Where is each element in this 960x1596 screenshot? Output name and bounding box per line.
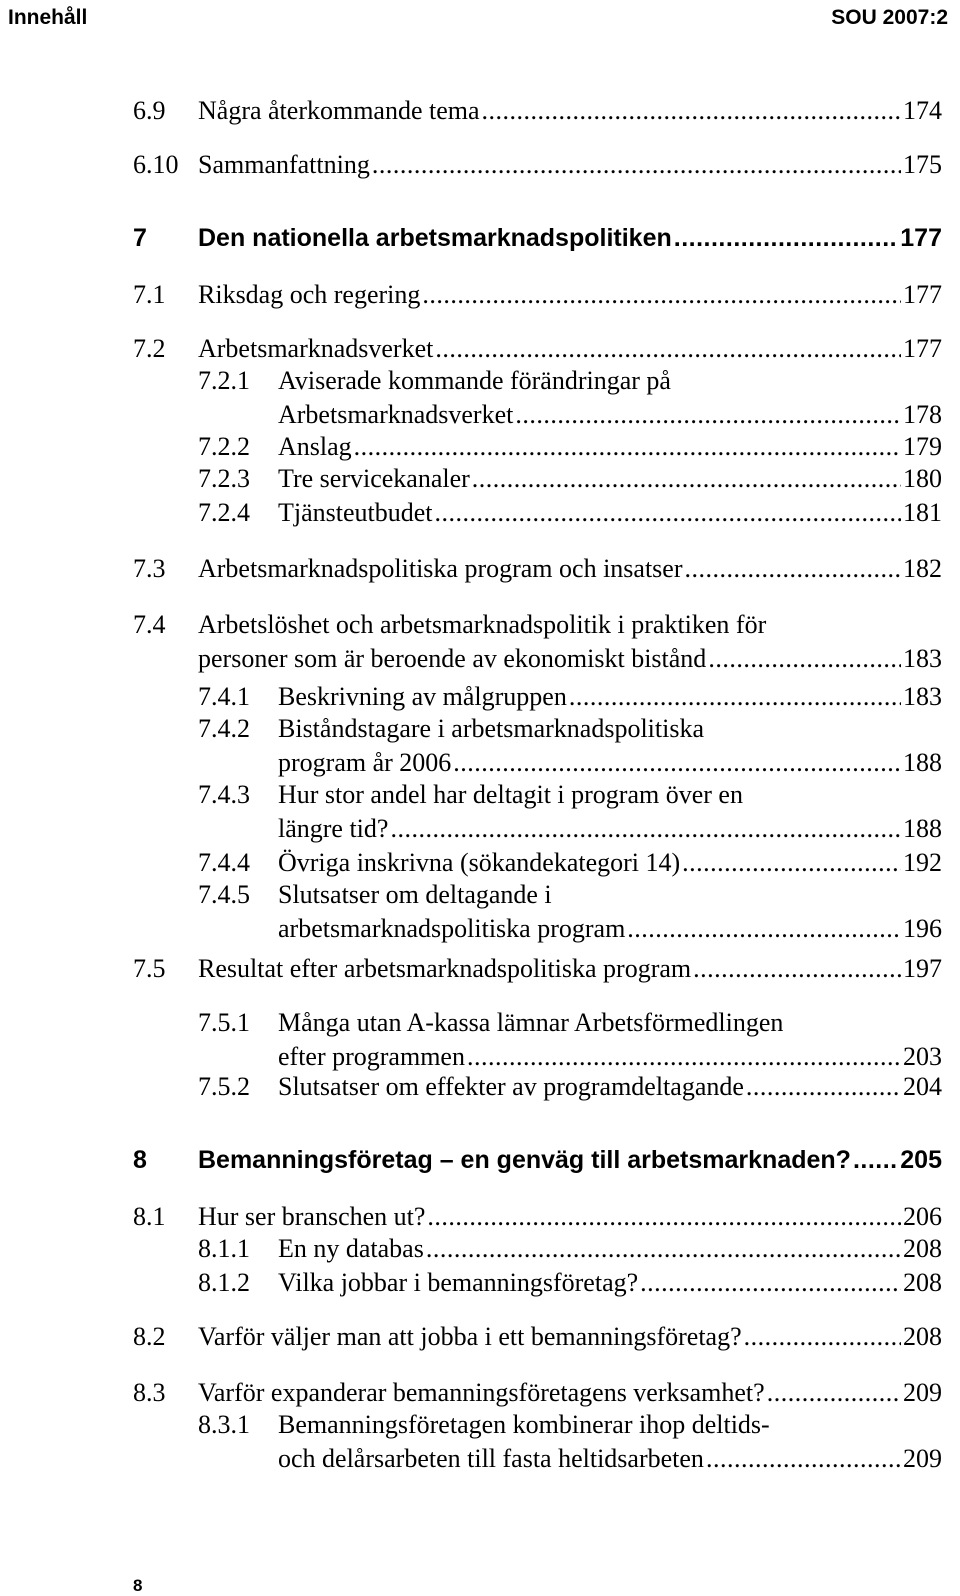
toc-entry[interactable] xyxy=(0,1148,942,1182)
toc-entry-number: 8.2 xyxy=(133,1322,166,1351)
toc-entry-page: 179 xyxy=(903,432,942,461)
toc-entry-number: 7.4.5 xyxy=(198,880,250,909)
toc-entry[interactable] xyxy=(0,716,942,784)
toc-entry[interactable] xyxy=(0,500,942,534)
toc-entry-number: 8.1 xyxy=(133,1202,166,1231)
toc-entry[interactable] xyxy=(0,1324,942,1358)
dot-leader xyxy=(427,1204,901,1230)
toc-entry[interactable] xyxy=(0,1074,942,1108)
toc-entry-page: 188 xyxy=(903,748,942,777)
toc-entry[interactable] xyxy=(0,336,942,370)
toc-entry[interactable] xyxy=(0,782,942,850)
toc-entry-number: 8.1.1 xyxy=(198,1234,250,1263)
dot-leader xyxy=(708,646,901,672)
toc-entry-title-line: Arbetsmarknadsverket xyxy=(198,334,434,363)
toc-entry-number: 7.1 xyxy=(133,280,166,309)
toc-entry-number: 7.4.3 xyxy=(198,780,250,809)
toc-entry[interactable] xyxy=(0,882,942,950)
dot-leader xyxy=(435,336,901,362)
toc-entry-page: 178 xyxy=(903,400,942,429)
toc-entry-page: 177 xyxy=(903,334,942,363)
toc-entry-title-line: Bemanningsföretag – en genväg till arbetsmarknaden? xyxy=(198,1146,851,1174)
dot-leader xyxy=(674,226,899,251)
toc-entry[interactable] xyxy=(0,282,942,316)
toc-entry[interactable] xyxy=(0,1412,942,1480)
toc-entry-title-line: Biståndstagare i arbetsmarknadspolitiska xyxy=(278,714,705,743)
dot-leader xyxy=(482,98,901,124)
toc-entry-title-line: Hur stor andel har deltagit i program över en xyxy=(278,780,743,809)
dot-leader xyxy=(744,1324,901,1350)
toc-entry-number: 8.3.1 xyxy=(198,1410,250,1439)
toc-entry-title-line: Tre servicekanaler xyxy=(278,464,470,493)
toc-entry-number: 7.5 xyxy=(133,954,166,983)
toc-entry-title-line: Sammanfattning xyxy=(198,150,370,179)
toc-entry-title-line: och delårsarbeten till fasta heltidsarbeten xyxy=(278,1444,704,1473)
toc-entry-page: 175 xyxy=(903,150,942,179)
toc-entry[interactable] xyxy=(0,1204,942,1238)
toc-entry-page: 206 xyxy=(903,1202,942,1231)
toc-entry-page: 180 xyxy=(903,464,942,493)
dot-leader xyxy=(746,1074,901,1100)
toc-entry-page: 177 xyxy=(900,224,942,252)
toc-entry-title-line: Resultat efter arbetsmarknadspolitiska program xyxy=(198,954,692,983)
toc-entry[interactable] xyxy=(0,556,942,590)
dot-leader xyxy=(640,1270,901,1296)
dot-leader xyxy=(453,750,901,776)
toc-entry[interactable] xyxy=(0,434,942,468)
toc-entry-title-line: Aviserade kommande förändringar på xyxy=(278,366,671,395)
toc-entry-number: 6.10 xyxy=(133,150,179,179)
toc-entry-number: 6.9 xyxy=(133,96,166,125)
toc-entry-page: 204 xyxy=(903,1072,942,1101)
toc-entry-title-line: personer som är beroende av ekonomiskt bistånd xyxy=(198,644,707,673)
toc-entry[interactable] xyxy=(0,1010,942,1078)
dot-leader xyxy=(685,556,902,582)
dot-leader xyxy=(706,1446,901,1472)
toc-entry-number: 7.4.1 xyxy=(198,682,250,711)
dot-leader xyxy=(422,282,901,308)
toc-entry-number: 7.2 xyxy=(133,334,166,363)
toc-entry-title-line: längre tid? xyxy=(278,814,389,843)
toc-entry[interactable] xyxy=(0,368,942,436)
toc-entry-page: 177 xyxy=(903,280,942,309)
dot-leader xyxy=(767,1380,901,1406)
toc-entry[interactable] xyxy=(0,1270,942,1304)
toc-entry-page: 183 xyxy=(903,644,942,673)
toc-entry-title-line: Arbetslöshet och arbetsmarknadspolitik i praktiken för xyxy=(198,610,767,639)
toc-entry-title-line: efter programmen xyxy=(278,1042,465,1071)
toc-entry-number: 7.2.4 xyxy=(198,498,250,527)
toc-entry-title-line: Varför expanderar bemanningsföretagens verksamhet? xyxy=(198,1378,765,1407)
dot-leader xyxy=(693,956,901,982)
toc-entry-page: 205 xyxy=(900,1146,942,1174)
toc-entry-page: 188 xyxy=(903,814,942,843)
dot-leader xyxy=(569,684,901,710)
toc-entry-page: 203 xyxy=(903,1042,942,1071)
toc-entry-number: 8.3 xyxy=(133,1378,166,1407)
toc-entry[interactable] xyxy=(0,1236,942,1270)
running-header-document-id: SOU 2007:2 xyxy=(831,6,948,29)
toc-entry-page: 181 xyxy=(903,498,942,527)
toc-entry-title-line: Vilka jobbar i bemanningsföretag? xyxy=(278,1268,639,1297)
dot-leader xyxy=(467,1044,901,1070)
toc-entry-page: 209 xyxy=(903,1378,942,1407)
toc-entry-title-line: Hur ser branschen ut? xyxy=(198,1202,426,1231)
toc-entry-page: 192 xyxy=(903,848,942,877)
toc-entry[interactable] xyxy=(0,1380,942,1414)
dot-leader xyxy=(515,402,901,428)
toc-entry-number: 7.4 xyxy=(133,610,166,639)
toc-entry-title-line: Den nationella arbetsmarknadspolitiken xyxy=(198,224,672,252)
toc-entry[interactable] xyxy=(0,226,942,260)
dot-leader xyxy=(372,152,901,178)
toc-entry[interactable] xyxy=(0,612,942,680)
toc-entry-page: 174 xyxy=(903,96,942,125)
toc-entry-title-line: Många utan A-kassa lämnar Arbetsförmedlingen xyxy=(278,1008,784,1037)
toc-entry-number: 7.2.1 xyxy=(198,366,250,395)
toc-entry-number: 7.4.4 xyxy=(198,848,250,877)
toc-entry-title-line: Tjänsteutbudet xyxy=(278,498,433,527)
toc-entry-number: 7.5.2 xyxy=(198,1072,250,1101)
dot-leader xyxy=(627,916,901,942)
toc-entry[interactable] xyxy=(0,850,942,884)
toc-entry-page: 183 xyxy=(903,682,942,711)
running-header-section: Innehåll xyxy=(8,6,88,29)
toc-entry-title-line: Arbetsmarknadspolitiska program och insatser xyxy=(198,554,683,583)
dot-leader xyxy=(354,434,901,460)
toc-entry-title-line: Bemanningsföretagen kombinerar ihop deltids- xyxy=(278,1410,770,1439)
toc-entry[interactable] xyxy=(0,98,942,132)
toc-entry[interactable] xyxy=(0,956,942,990)
toc-entry-number: 7.3 xyxy=(133,554,166,583)
toc-entry-title-line: Arbetsmarknadsverket xyxy=(278,400,514,429)
dot-leader xyxy=(472,466,901,492)
toc-entry-number: 7 xyxy=(133,224,147,252)
dot-leader xyxy=(435,500,901,526)
toc-entry-page: 196 xyxy=(903,914,942,943)
page-number: 8 xyxy=(133,1576,143,1595)
toc-entry-title-line: Anslag xyxy=(278,432,352,461)
toc-entry-number: 7.4.2 xyxy=(198,714,250,743)
toc-entry[interactable] xyxy=(0,684,942,718)
toc-entry-number: 8.1.2 xyxy=(198,1268,250,1297)
toc-entry-title-line: Varför väljer man att jobba i ett bemanningsföretag? xyxy=(198,1322,742,1351)
toc-entry-title-line: arbetsmarknadspolitiska program xyxy=(278,914,626,943)
toc-entry-title-line: Slutsatser om deltagande i xyxy=(278,880,552,909)
toc-entry-title-line: Övriga inskrivna (sökandekategori 14) xyxy=(278,848,681,877)
toc-entry-title-line: Slutsatser om effekter av programdeltagande xyxy=(278,1072,744,1101)
toc-entry[interactable] xyxy=(0,466,942,500)
toc-entry-number: 7.2.3 xyxy=(198,464,250,493)
toc-entry-title-line: program år 2006 xyxy=(278,748,452,777)
toc-entry-number: 7.2.2 xyxy=(198,432,250,461)
toc-entry[interactable] xyxy=(0,152,942,186)
dot-leader xyxy=(853,1148,898,1173)
toc-entry-title-line: En ny databas xyxy=(278,1234,424,1263)
toc-entry-title-line: Några återkommande tema xyxy=(198,96,480,125)
toc-entry-page: 197 xyxy=(903,954,942,983)
toc-entry-page: 209 xyxy=(903,1444,942,1473)
toc-entry-number: 7.5.1 xyxy=(198,1008,250,1037)
toc-entry-title-line: Riksdag och regering xyxy=(198,280,421,309)
toc-entry-page: 208 xyxy=(903,1234,942,1263)
toc-entry-page: 208 xyxy=(903,1268,942,1297)
toc-entry-number: 8 xyxy=(133,1146,147,1174)
toc-entry-page: 208 xyxy=(903,1322,942,1351)
dot-leader xyxy=(426,1236,901,1262)
dot-leader xyxy=(390,816,901,842)
toc-entry-page: 182 xyxy=(903,554,942,583)
toc-entry-title-line: Beskrivning av målgruppen xyxy=(278,682,567,711)
dot-leader xyxy=(682,850,901,876)
